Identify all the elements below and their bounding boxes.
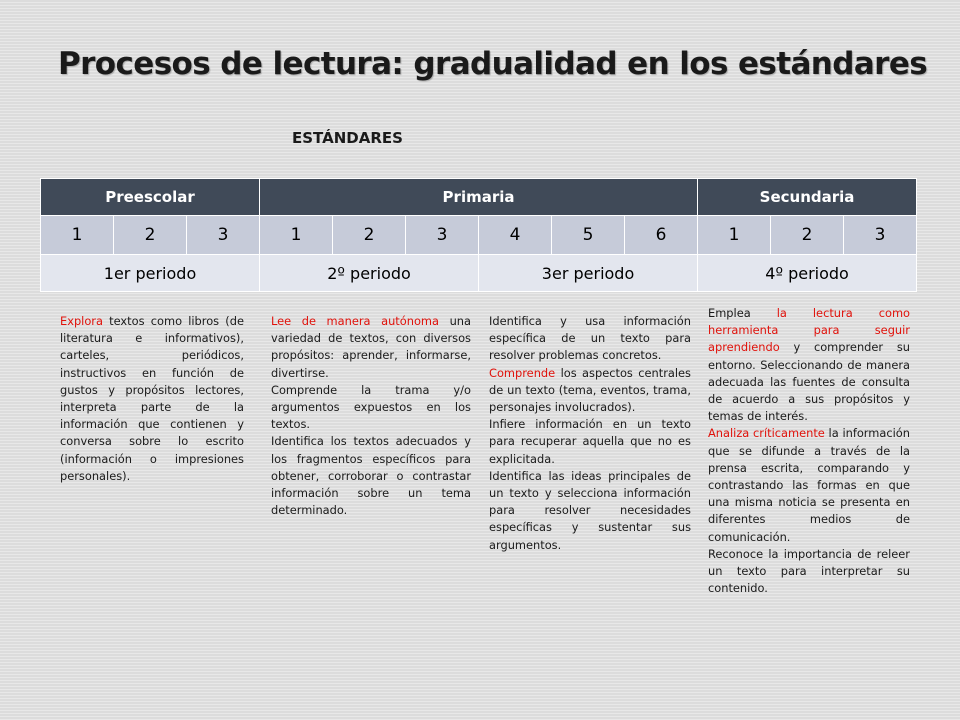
grade-cell: 1 xyxy=(698,216,771,255)
standards-column-2 xyxy=(271,313,471,519)
grade-cell: 2 xyxy=(771,216,844,255)
paragraph-text: la información que se difunde a través de la prensa escrita, comparando y contrastando las formas en que una misma noticia se presenta en diferentes medios de comunicación. xyxy=(708,426,910,544)
standard-paragraph xyxy=(60,313,244,485)
grade-cell: 3 xyxy=(187,216,260,255)
standard-paragraph xyxy=(271,382,471,434)
paragraph-text: textos como libros (de literatura e informativos), carteles, periódicos, instructivos en función de gustos y propósitos lectores, interpreta parte de la información que contienen y conversa sobre lo escrito (información o impresiones personales). xyxy=(60,314,244,483)
paragraph-text: Identifica los textos adecuados y los fragmentos específicos para obtener, corroborar o contrastar información sobre un tema determinado. xyxy=(271,434,471,518)
standards-subtitle: ESTÁNDARES xyxy=(292,129,403,147)
standard-paragraph xyxy=(708,305,910,425)
paragraph-text: una variedad de textos, con diversos propósitos: aprender, informarse, divertirse. xyxy=(271,314,471,380)
paragraph-text: y comprender su entorno. Seleccionando de manera adecuada las fuentes de consulta de acuerdo a sus propósitos y temas de interés. xyxy=(708,340,910,424)
grade-cell: 2 xyxy=(333,216,406,255)
level-secundaria: Secundaria xyxy=(698,179,917,216)
standard-paragraph xyxy=(489,313,691,365)
paragraph-text: Identifica y usa información específica de un texto para resolver problemas concretos. xyxy=(489,314,691,363)
level-preescolar: Preescolar xyxy=(41,179,260,216)
slide-title: Procesos de lectura: gradualidad en los estándares xyxy=(58,46,928,82)
standard-paragraph xyxy=(489,468,691,554)
level-primaria: Primaria xyxy=(260,179,698,216)
highlight-text: Analiza críticamente xyxy=(708,426,825,441)
standard-paragraph xyxy=(271,313,471,382)
standards-column-3 xyxy=(489,313,691,554)
standard-paragraph xyxy=(708,546,910,598)
highlight-text: Comprende xyxy=(489,365,556,380)
standard-paragraph xyxy=(708,425,910,545)
levels-row xyxy=(41,179,917,216)
standards-column-1 xyxy=(60,313,244,485)
grade-cell: 4 xyxy=(479,216,552,255)
grade-cell: 3 xyxy=(406,216,479,255)
grade-cell: 2 xyxy=(114,216,187,255)
standard-paragraph xyxy=(489,365,691,417)
grade-cell: 1 xyxy=(41,216,114,255)
periods-row xyxy=(41,255,917,292)
highlight-text: Explora xyxy=(60,314,103,328)
highlight-text: Lee de manera autónoma xyxy=(271,314,439,328)
standard-paragraph xyxy=(489,416,691,468)
period-2: 2º periodo xyxy=(260,255,479,292)
grade-cell: 6 xyxy=(625,216,698,255)
paragraph-text: Infiere información en un texto para recuperar aquella que no es explicitada. xyxy=(489,417,691,466)
paragraph-text: los aspectos centrales de un texto (tema, eventos, trama, personajes involucrados). xyxy=(489,365,691,415)
paragraph-lead-text: Emplea xyxy=(708,306,777,320)
period-4: 4º periodo xyxy=(698,255,917,292)
grade-cell: 5 xyxy=(552,216,625,255)
period-1: 1er periodo xyxy=(41,255,260,292)
paragraph-text: Reconoce la importancia de releer un texto para interpretar su contenido. xyxy=(708,546,910,596)
grade-cell: 1 xyxy=(260,216,333,255)
highlight-text: la lectura como herramienta para seguir aprendiendo xyxy=(708,306,911,355)
grades-row xyxy=(41,216,917,255)
paragraph-text: Identifica las ideas principales de un texto y selecciona información para resolver necesidades específicas y sustentar sus argumentos. xyxy=(489,468,691,552)
standards-column-4 xyxy=(708,305,910,597)
paragraph-text: Comprende la trama y/o argumentos expuestos en los textos. xyxy=(271,382,471,432)
standard-paragraph xyxy=(271,433,471,519)
grade-cell: 3 xyxy=(844,216,917,255)
standards-table xyxy=(40,178,917,292)
period-3: 3er periodo xyxy=(479,255,698,292)
